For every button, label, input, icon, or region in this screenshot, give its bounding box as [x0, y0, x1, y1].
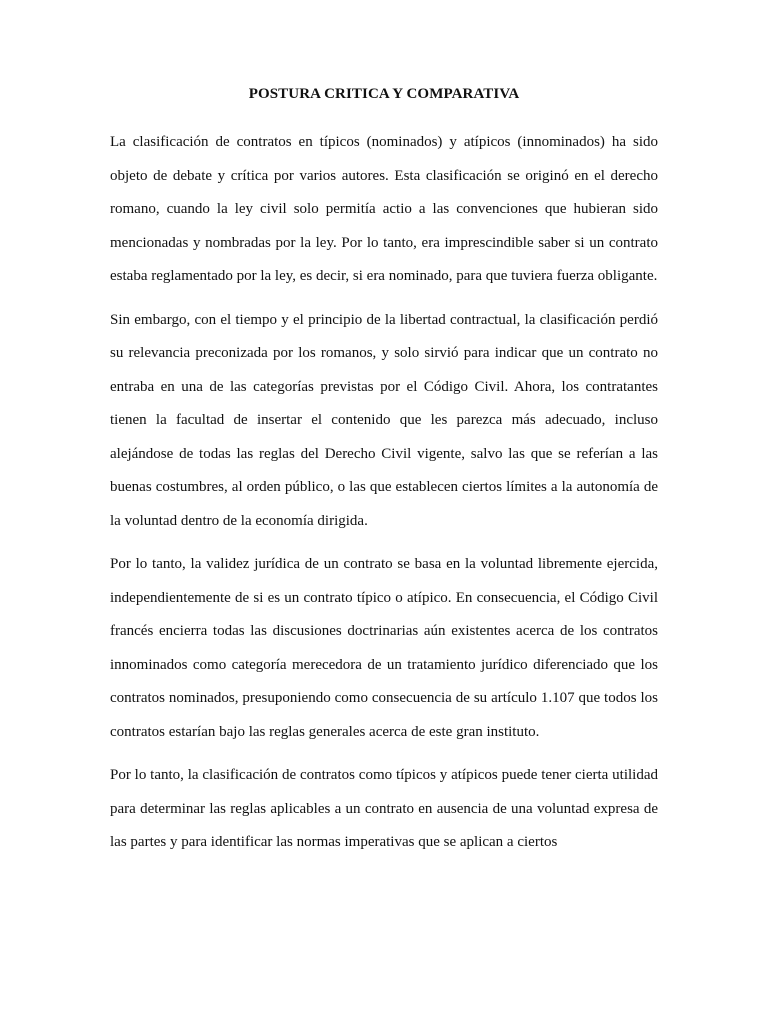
paragraph-4: Por lo tanto, la clasificación de contratos como típicos y atípicos puede tener cierta utilidad para determinar las reglas aplicables a un contrato en ausencia de una voluntad expresa de las partes y para identificar las normas imperativas que se aplican a ciertos [110, 767, 658, 850]
paragraph-3: Por lo tanto, la validez jurídica de un contrato se basa en la voluntad libremente ejercida, independientemente de si es un contrato típico o atípico. En consecuencia, el Código Civil francés encierra todas las discusiones doctrinarias aún existentes acerca de los contratos innominados como categoría merecedora de un tratamiento jurídico diferenciado que los contratos nominados, presuponiendo como consecuencia de su artículo 1.107 que todos los contratos estarían bajo las reglas generales acerca de este gran instituto. [110, 556, 658, 740]
document-title: POSTURA CRITICA Y COMPARATIVA [248, 86, 520, 102]
document-body [110, 84, 658, 870]
paragraph-2: Sin embargo, con el tiempo y el principio de la libertad contractual, la clasificación perdió su relevancia preconizada por los romanos, y solo sirvió para indicar que un contrato no entraba en una de las categorías previstas por el Código Civil. Ahora, los contratantes tienen la facultad de insertar el contenido que les parezca más adecuado, incluso alejándose de todas las reglas del Derecho Civil vigente, salvo las que se referían a las buenas costumbres, al orden público, o las que establecen ciertos límites a la autonomía de la voluntad dentro de la economía dirigida. [110, 311, 658, 529]
paragraph-1: La clasificación de contratos en típicos (nominados) y atípicos (innominados) ha sido objeto de debate y crítica por varios autores. Esta clasificación se originó en el derecho romano, cuando la ley civil solo permitía actio a las convenciones que hubieran sido mencionadas y nombradas por la ley. Por lo tanto, era imprescindible saber si un contrato estaba reglamentado por la ley, es decir, si era nominado, para que tuviera fuerza obligante. [110, 134, 658, 284]
